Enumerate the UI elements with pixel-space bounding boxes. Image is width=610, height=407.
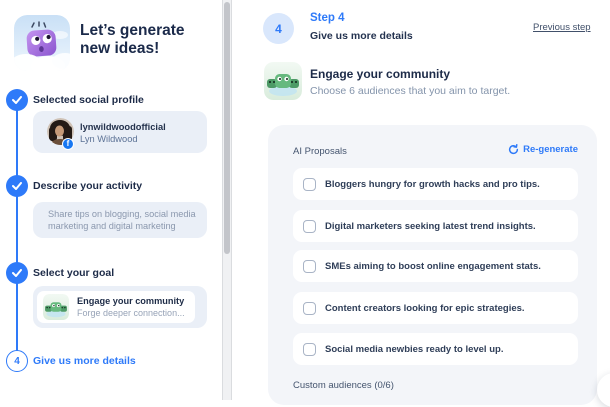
goal-mascot-icon: [264, 62, 302, 100]
audience-proposal-row[interactable]: [293, 168, 578, 200]
goal-subtitle: Choose 6 audiences that you aim to target.: [310, 85, 511, 97]
audiences-panel: [268, 125, 597, 405]
sidebar-scrollbar-thumb[interactable]: [224, 2, 230, 254]
audience-proposal-text: SMEs aiming to boost online engagement stats.: [325, 260, 541, 272]
profile-handle: lynwildwoodofficial: [80, 122, 166, 132]
facebook-icon: f: [62, 138, 74, 150]
step4-number: 4: [14, 355, 20, 367]
goal-thumbnail-icon: [43, 294, 69, 320]
step4-label[interactable]: Give us more details: [33, 355, 136, 367]
check-icon: [12, 269, 22, 277]
sidebar-title-line2: new ideas!: [80, 40, 160, 57]
activity-text: Share tips on blogging, social media marketing and digital marketing: [48, 209, 196, 231]
check-icon: [12, 182, 22, 190]
audience-checkbox[interactable]: [303, 260, 316, 273]
previous-step-link[interactable]: Previous step: [533, 22, 591, 33]
audience-proposal-row[interactable]: [293, 292, 578, 324]
audience-checkbox[interactable]: [303, 302, 316, 315]
step1-check-circle[interactable]: [6, 89, 28, 111]
audience-checkbox[interactable]: [303, 343, 316, 356]
wizard-sidebar: [0, 0, 222, 400]
purple-mascot-icon: [14, 15, 70, 71]
custom-audiences-label: Custom audiences (0/6): [293, 380, 394, 391]
selected-profile-card[interactable]: [33, 111, 207, 153]
step2-label: Describe your activity: [33, 180, 143, 192]
sidebar-title: [80, 22, 215, 58]
selected-goal-card[interactable]: [33, 286, 207, 328]
ai-proposals-label: AI Proposals: [293, 146, 347, 157]
step2-check-circle[interactable]: [6, 175, 28, 197]
audience-proposal-row[interactable]: [293, 210, 578, 242]
regenerate-label: Re-generate: [523, 144, 578, 155]
audience-checkbox[interactable]: [303, 178, 316, 191]
audience-proposal-row[interactable]: [293, 250, 578, 282]
audience-proposal-text: Content creators looking for epic strategies.: [325, 302, 525, 314]
step3-check-circle[interactable]: [6, 262, 28, 284]
activity-summary-card[interactable]: [33, 202, 207, 238]
audience-checkbox[interactable]: [303, 220, 316, 233]
audience-proposal-text: Bloggers hungry for growth hacks and pro tips.: [325, 178, 540, 190]
step1-label: Selected social profile: [33, 94, 144, 106]
main-step-title: Step 4: [310, 12, 345, 24]
main-step-subtitle: Give us more details: [310, 30, 413, 42]
audience-proposal-row[interactable]: [293, 333, 578, 365]
goal-card-title: Engage your community: [77, 296, 185, 306]
goal-card-subtitle: Forge deeper connection...: [77, 308, 185, 318]
audience-proposal-text: Social media newbies ready to level up.: [325, 343, 504, 355]
current-step-number: 4: [275, 21, 282, 36]
regenerate-button[interactable]: [508, 144, 578, 155]
step3-label: Select your goal: [33, 267, 115, 279]
step4-number-circle[interactable]: [6, 350, 28, 372]
check-icon: [12, 96, 22, 104]
profile-name: Lyn Wildwood: [80, 134, 138, 144]
current-step-badge: [263, 13, 294, 44]
goal-title: Engage your community: [310, 67, 451, 81]
refresh-icon: [508, 144, 519, 155]
audience-proposal-text: Digital marketers seeking latest trend insights.: [325, 220, 536, 232]
step-connector-line: [16, 100, 18, 361]
goal-inner-card: [37, 291, 195, 323]
sidebar-title-line1: Let’s generate: [80, 22, 185, 39]
